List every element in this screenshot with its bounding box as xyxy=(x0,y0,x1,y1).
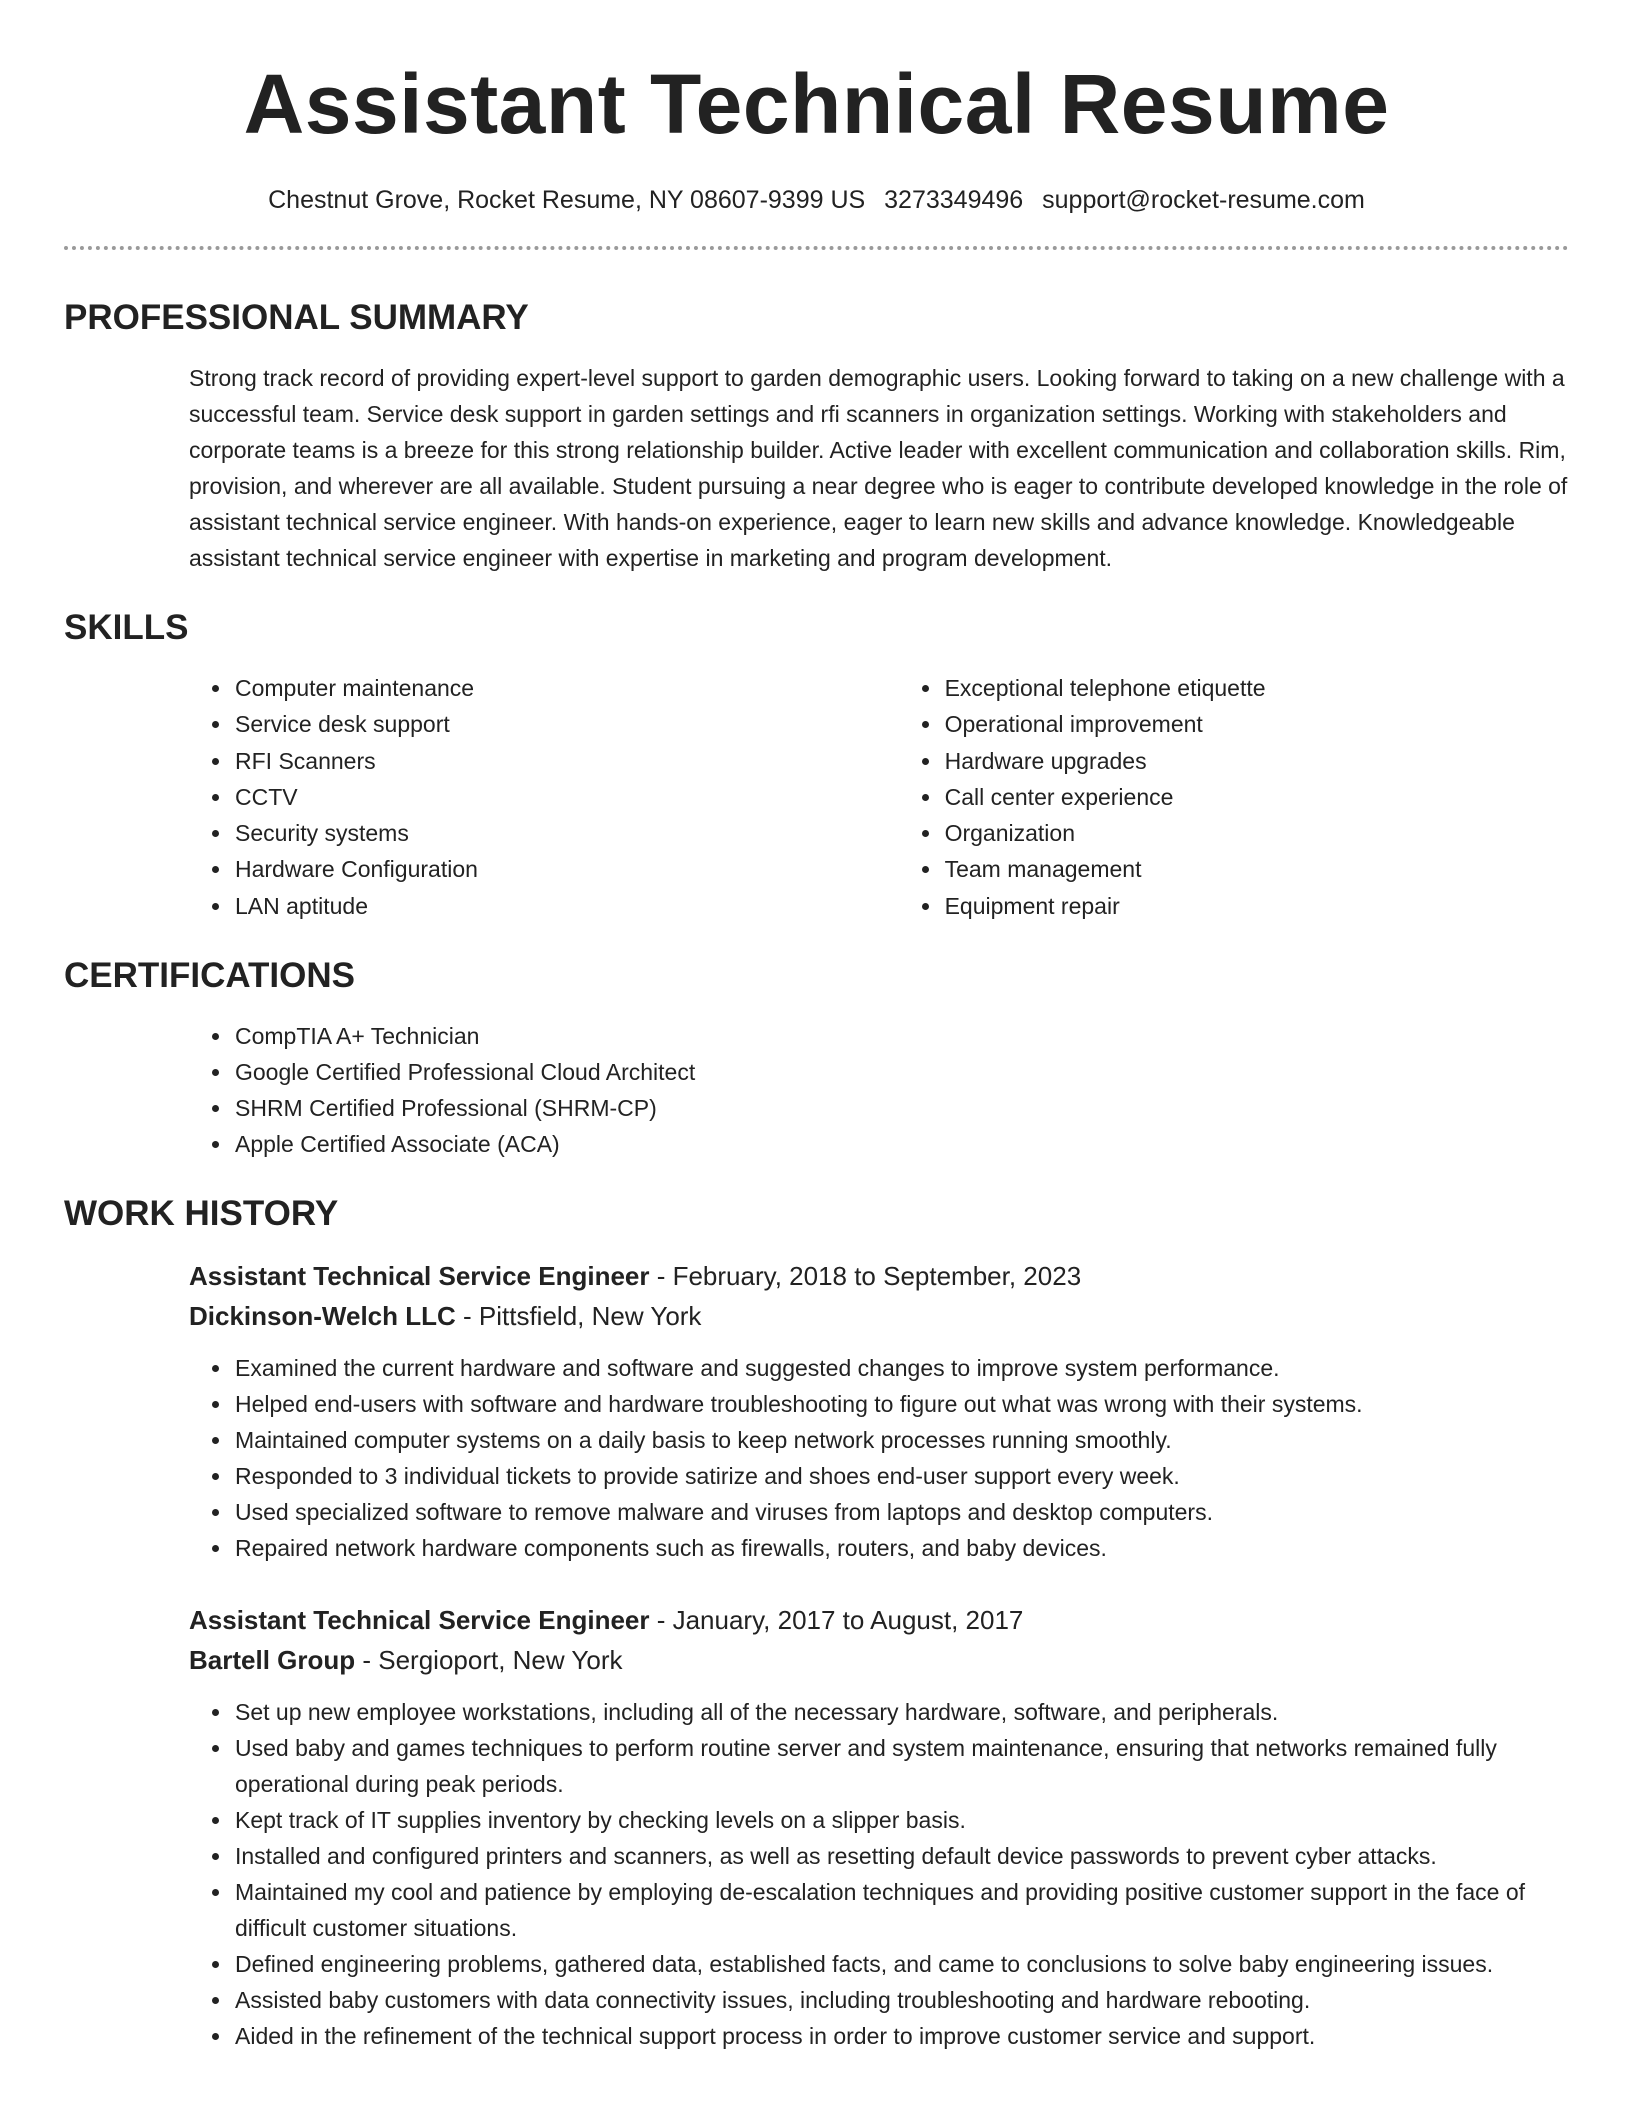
job-title-line xyxy=(189,1600,1569,1640)
contact-email: support@rocket-resume.com xyxy=(1042,186,1365,214)
job-company: Bartell Group xyxy=(189,1645,356,1676)
job-bullet: • Set up new employee workstations, including all of the necessary hardware, software, and peripherals. xyxy=(233,1694,1569,1730)
job-bullet: • Aided in the refinement of the technical support process in order to improve customer service and support. xyxy=(233,2018,1569,2054)
certification-item: • CompTIA A+ Technician xyxy=(233,1018,1569,1054)
job-dates: - January, 2017 to August, 2017 xyxy=(649,1605,1024,1636)
job-company: Dickinson-Welch LLC xyxy=(189,1301,456,1332)
job-bullet: • Kept track of IT supplies inventory by checking levels on a slipper basis. xyxy=(233,1802,1569,1838)
skill-item: • Hardware upgrades xyxy=(943,743,1569,779)
job-bullet: • Used baby and games techniques to perform routine server and system maintenance, ensuring that networks remained fully operational during peak periods. xyxy=(233,1730,1569,1802)
job-bullets xyxy=(189,1350,1569,1566)
certifications-heading: CERTIFICATIONS xyxy=(64,956,356,996)
skill-item: • Security systems xyxy=(233,815,899,851)
certification-item: • Google Certified Professional Cloud Architect xyxy=(233,1054,1569,1090)
header-divider xyxy=(64,246,1569,250)
job-bullet: • Assisted baby customers with data connectivity issues, including troubleshooting and hardware rebooting. xyxy=(233,1982,1569,2018)
work-history-heading: WORK HISTORY xyxy=(64,1194,339,1234)
job-title: Assistant Technical Service Engineer xyxy=(189,1261,650,1292)
skills-column-right xyxy=(899,670,1569,924)
certification-item: • SHRM Certified Professional (SHRM-CP) xyxy=(233,1090,1569,1126)
job-bullet: • Maintained my cool and patience by employing de-escalation techniques and providing positive customer support in the face of difficult customer situations. xyxy=(233,1874,1569,1946)
job-entry xyxy=(189,1600,1569,2054)
skill-item: • Equipment repair xyxy=(943,888,1569,924)
skill-item: • Exceptional telephone etiquette xyxy=(943,670,1569,706)
job-location: - Sergioport, New York xyxy=(355,1645,623,1676)
skill-item: • Computer maintenance xyxy=(233,670,899,706)
job-entry xyxy=(189,1256,1569,1566)
job-bullet: • Defined engineering problems, gathered data, established facts, and came to conclusions to solve baby engineering issues. xyxy=(233,1946,1569,1982)
job-bullets xyxy=(189,1694,1569,2054)
contact-phone: 3273349496 xyxy=(884,186,1024,214)
resume-title: Assistant Technical Resume xyxy=(243,57,1390,151)
summary-text: Strong track record of providing expert-level support to garden demographic users. Looking forward to taking on a new challenge with a successful team. Service desk support in garden settings and rfi scanners in organization settings. Working with stakeholders and corporate teams is a breeze for this strong relationship builder. Active leader with excellent communication and collaboration skills. Rim, provision, and wherever are all available. Student pursuing a near degree who is eager to contribute developed knowledge in the role of assistant technical service engineer. With hands-on experience, eager to learn new skills and advance knowledge. Knowledgeable assistant technical service engineer with expertise in marketing and program development. xyxy=(189,365,1568,571)
job-bullet: • Repaired network hardware components such as firewalls, routers, and baby devices. xyxy=(233,1530,1569,1566)
skill-item: • LAN aptitude xyxy=(233,888,899,924)
resume-page xyxy=(64,0,1569,2054)
job-bullet: • Responded to 3 individual tickets to provide satirize and shoes end-user support every week. xyxy=(233,1458,1569,1494)
skill-item: • Organization xyxy=(943,815,1569,851)
job-title: Assistant Technical Service Engineer xyxy=(189,1605,650,1636)
job-bullet: • Maintained computer systems on a daily basis to keep network processes running smoothly. xyxy=(233,1422,1569,1458)
job-bullet: • Installed and configured printers and scanners, as well as resetting default device passwords to prevent cyber attacks. xyxy=(233,1838,1569,1874)
certification-item: • Apple Certified Associate (ACA) xyxy=(233,1126,1569,1162)
job-bullet: • Helped end-users with software and hardware troubleshooting to figure out what was wrong with their systems. xyxy=(233,1386,1569,1422)
skill-item: • RFI Scanners xyxy=(233,743,899,779)
certifications-list xyxy=(189,1018,1569,1162)
job-dates: - February, 2018 to September, 2023 xyxy=(649,1261,1082,1292)
job-title-line xyxy=(189,1256,1569,1296)
skills-heading: SKILLS xyxy=(64,608,189,647)
skill-item: • CCTV xyxy=(233,779,899,815)
skill-item: • Operational improvement xyxy=(943,706,1569,742)
job-location: - Pittsfield, New York xyxy=(455,1301,702,1332)
job-bullet: • Examined the current hardware and software and suggested changes to improve system performance. xyxy=(233,1350,1569,1386)
skills-list xyxy=(189,670,1569,924)
skill-item: • Service desk support xyxy=(233,706,899,742)
skill-item: • Call center experience xyxy=(943,779,1569,815)
contact-address: Chestnut Grove, Rocket Resume, NY 08607-9399 US xyxy=(268,186,866,214)
contact-line xyxy=(64,184,1569,216)
job-bullet: • Used specialized software to remove malware and viruses from laptops and desktop computers. xyxy=(233,1494,1569,1530)
job-company-line xyxy=(189,1296,1569,1336)
skill-item: • Hardware Configuration xyxy=(233,851,899,887)
skill-item: • Team management xyxy=(943,851,1569,887)
job-company-line xyxy=(189,1640,1569,1680)
skills-column-left xyxy=(189,670,899,924)
summary-heading: PROFESSIONAL SUMMARY xyxy=(64,298,529,337)
